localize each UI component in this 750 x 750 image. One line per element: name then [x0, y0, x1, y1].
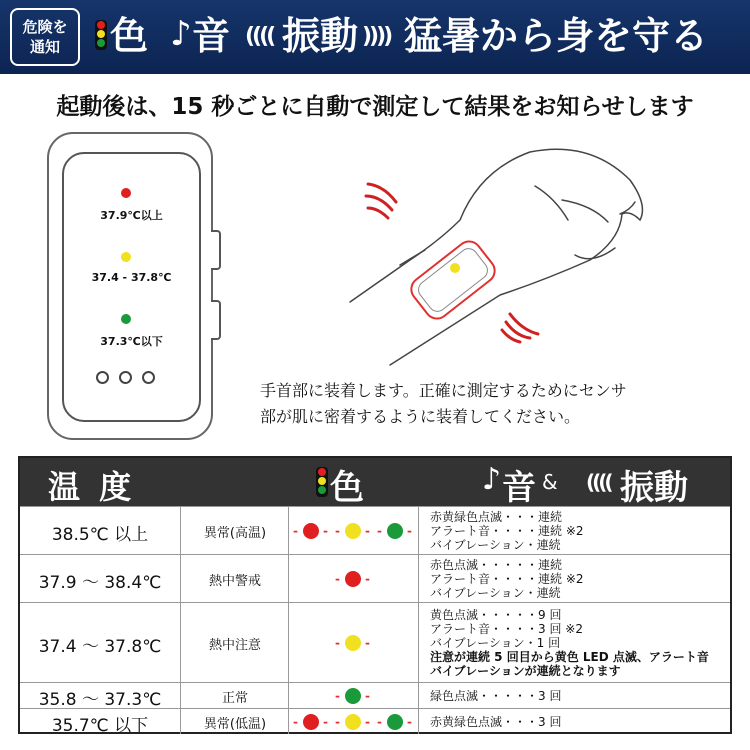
header-sound: 音	[502, 468, 536, 508]
traffic-light-icon	[316, 467, 328, 497]
blink-ray-icon: -	[335, 524, 340, 538]
table-row	[20, 506, 730, 554]
blink-ray-icon: -	[365, 689, 370, 703]
description-line: アラート音・・・・連続 ※2	[430, 524, 584, 538]
alert-badge	[10, 8, 80, 66]
device-label-low: 37.3℃以下	[100, 335, 163, 348]
yellow-led-icon	[345, 635, 361, 651]
device-label-high: 37.9℃以上	[100, 209, 163, 222]
description-line: 赤黄緑色点滅・・・連続	[430, 510, 563, 524]
header-and: &	[542, 470, 558, 494]
row-state: 正常	[221, 691, 248, 706]
traffic-light-icon	[95, 20, 107, 50]
green-led-icon	[387, 714, 403, 730]
description-line: 黄色点滅・・・・・9 回	[430, 608, 562, 622]
yellow-led-icon	[450, 263, 460, 273]
row-temperature: 37.9 ～ 38.4℃	[38, 573, 162, 593]
vibration-left-icon: ((((	[586, 470, 611, 494]
description-line: バイブレーションが連続となります	[430, 664, 621, 678]
blink-ray-icon: -	[335, 715, 340, 729]
row-state: 異常(高温)	[203, 526, 267, 541]
blink-ray-icon: -	[323, 715, 328, 729]
row-description	[430, 715, 561, 729]
blink-ray-icon: -	[365, 572, 370, 586]
blink-ray-icon: -	[335, 689, 340, 703]
red-led-icon	[345, 571, 361, 587]
blink-ray-icon: -	[323, 524, 328, 538]
table-row	[20, 554, 730, 602]
badge-line-1: 危険を	[22, 18, 68, 36]
device-label-mid: 37.4 - 37.8℃	[91, 271, 172, 284]
row-temperature: 35.8 ～ 37.3℃	[38, 690, 162, 710]
device-button-circle	[142, 371, 155, 384]
device-button-circle	[96, 371, 109, 384]
blink-ray-icon: -	[377, 524, 382, 538]
blink-ray-icon: -	[377, 715, 382, 729]
device-screen	[62, 152, 201, 422]
tagline: 猛暑から身を守る	[404, 14, 709, 58]
vibration-right-icon: ))))	[362, 24, 391, 49]
blink-ray-icon: -	[335, 636, 340, 650]
table-row	[20, 708, 730, 734]
header-banner	[0, 0, 750, 74]
row-description	[430, 558, 584, 600]
table-row	[20, 602, 730, 682]
blink-ray-icon: -	[365, 636, 370, 650]
red-led-icon	[303, 714, 319, 730]
yellow-led-icon	[345, 523, 361, 539]
wrist-illustration	[330, 130, 670, 370]
description-line: 赤黄緑色点滅・・・3 回	[430, 715, 562, 729]
red-led-icon	[303, 523, 319, 539]
row-state: 熱中警戒	[208, 574, 261, 589]
yellow-led-icon	[121, 252, 131, 262]
blink-ray-icon: -	[335, 572, 340, 586]
device-side-button	[211, 230, 221, 270]
row-state: 異常(低温)	[203, 717, 267, 732]
description-line: 赤色点滅・・・・・連続	[430, 558, 563, 572]
row-description	[430, 608, 709, 678]
blink-ray-icon: -	[407, 524, 412, 538]
vibration-left-icon: ((((	[245, 24, 274, 49]
green-led-icon	[387, 523, 403, 539]
blink-ray-icon: -	[293, 524, 298, 538]
description-line: バイブレーション・1 回	[430, 636, 561, 650]
vibration-word: 振動	[282, 14, 359, 58]
blink-ray-icon: -	[365, 715, 370, 729]
description-line: アラート音・・・・3 回 ※2	[430, 622, 583, 636]
device-side-button	[211, 300, 221, 340]
description-line: アラート音・・・・連続 ※2	[430, 572, 584, 586]
caption-line-1: 手首部に装着します。正確に測定するためにセンサ	[260, 381, 627, 400]
header-color: 色	[330, 468, 364, 508]
alert-table	[18, 456, 732, 734]
description-line: バイブレーション・連続	[430, 538, 561, 552]
badge-line-2: 通知	[29, 38, 60, 56]
color-word: 色	[110, 14, 149, 58]
header-temperature: 温 度	[48, 468, 136, 506]
yellow-led-icon	[345, 714, 361, 730]
description-line: バイブレーション・連続	[430, 586, 561, 600]
music-note-icon: ♪	[170, 14, 192, 54]
blink-ray-icon: -	[293, 715, 298, 729]
table-header	[20, 458, 730, 506]
music-note-icon: ♪	[482, 462, 502, 497]
row-temperature: 37.4 ～ 37.8℃	[38, 637, 162, 657]
blink-ray-icon: -	[407, 715, 412, 729]
row-state: 熱中注意	[208, 638, 261, 653]
row-temperature: 38.5℃ 以上	[51, 525, 149, 545]
row-description	[430, 510, 584, 552]
row-description	[430, 689, 561, 703]
green-led-icon	[121, 314, 131, 324]
header-vibration: 振動	[620, 468, 688, 508]
sound-word: 音	[192, 14, 231, 58]
caption	[260, 378, 627, 430]
table-row	[20, 682, 730, 708]
caption-line-2: 部が肌に密着するように装着してください。	[260, 407, 581, 426]
blink-ray-icon: -	[365, 524, 370, 538]
red-led-icon	[121, 188, 131, 198]
device-button-circle	[119, 371, 132, 384]
description-line: 緑色点滅・・・・・3 回	[430, 689, 562, 703]
subtitle: 起動後は、15 秒ごとに自動で測定して結果をお知らせします	[56, 94, 694, 120]
description-line: 注意が連続 5 回目から黄色 LED 点滅、アラート音	[430, 650, 709, 664]
green-led-icon	[345, 688, 361, 704]
row-temperature: 35.7℃ 以下	[51, 716, 149, 736]
